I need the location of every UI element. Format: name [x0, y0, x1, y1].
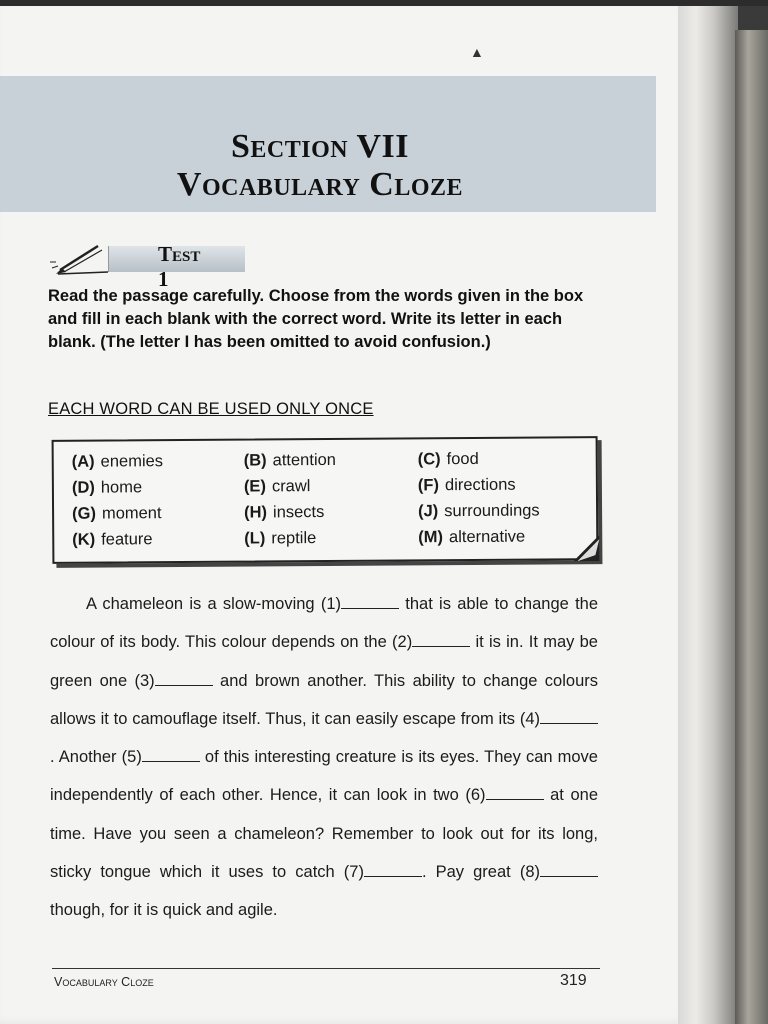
blank-7[interactable]	[364, 862, 422, 877]
word-letter: (L)	[244, 529, 266, 548]
word-bank-item	[418, 525, 592, 548]
word-text: directions	[444, 475, 516, 495]
footer-divider	[52, 968, 600, 969]
section-title-line1: Section VII	[231, 128, 409, 165]
word-letter: (H)	[244, 503, 268, 522]
blank-3[interactable]	[155, 671, 213, 686]
test-label: Test 1	[158, 242, 201, 291]
book-spine-edge	[735, 30, 768, 1024]
word-letter: (A)	[71, 452, 95, 471]
blank-4[interactable]	[540, 709, 598, 724]
word-text: alternative	[448, 527, 526, 547]
passage-text: though, for it is quick and agile.	[50, 901, 278, 920]
passage-text: that is able to change the colour of its body. This colour depends on the (2)	[50, 595, 599, 652]
word-bank-grid	[72, 447, 593, 551]
word-text: surroundings	[444, 501, 540, 521]
blank-1[interactable]	[341, 594, 399, 609]
word-letter: (J)	[418, 502, 439, 521]
word-text: enemies	[100, 452, 164, 471]
word-bank-item	[72, 476, 244, 499]
word-bank-item	[72, 528, 244, 551]
ink-mark-icon: ▲	[470, 44, 484, 60]
section-title	[0, 128, 640, 204]
word-bank-item	[72, 502, 244, 525]
word-letter: (G)	[72, 504, 96, 523]
word-letter: (B)	[243, 451, 267, 470]
passage-text: and brown another. This ability to change colours allows it to camouflage itself. Thus, it can easily escape from its (4)	[50, 671, 598, 728]
word-text: reptile	[271, 529, 317, 548]
passage-text: at one time. Have you seen a chameleon? Remember to look out for its long, sticky tongue which it uses to catch (7)	[50, 786, 598, 882]
test-tag	[48, 240, 201, 291]
word-letter: (D)	[71, 478, 95, 497]
word-text: moment	[101, 504, 162, 523]
word-bank-box	[52, 436, 599, 564]
passage-text: it is in. It may be green one (3)	[50, 633, 598, 690]
word-letter: (F)	[417, 476, 440, 495]
top-shadow	[0, 0, 768, 6]
page-edge	[678, 0, 738, 1024]
word-text: food	[446, 449, 479, 469]
blank-8[interactable]	[540, 862, 598, 877]
word-text: home	[100, 478, 143, 497]
passage-paragraph	[50, 585, 598, 930]
passage-text: . Another (5)	[50, 748, 142, 767]
blank-2[interactable]	[412, 632, 470, 647]
word-bank-item	[244, 526, 418, 549]
passage-text: of this interesting creature is its eyes. They can move independently of each other. Hence, it can look in two (6)	[50, 748, 598, 805]
word-bank-item	[244, 500, 418, 523]
word-text: crawl	[271, 477, 311, 496]
passage	[50, 585, 598, 930]
word-letter: (E)	[243, 477, 266, 496]
rule-heading: EACH WORD CAN BE USED ONLY ONCE	[48, 400, 374, 418]
word-bank-item	[418, 499, 592, 522]
passage-text: A chameleon is a slow-moving (1)	[86, 595, 342, 613]
footer-title: Vocabulary Cloze	[54, 975, 154, 989]
word-letter: (C)	[417, 450, 441, 469]
word-bank-item	[418, 473, 592, 496]
word-text: feature	[101, 530, 153, 549]
word-bank-item	[244, 474, 418, 497]
word-letter: (M)	[418, 528, 444, 547]
instructions: Read the passage carefully. Choose from the words given in the box and fill in each blank with the correct word. Write its letter in each blank. (The letter I has been omitted to avoid confusion.)	[48, 287, 584, 351]
pen-icon	[48, 240, 118, 276]
word-bank-item	[418, 447, 592, 470]
word-text: insects	[272, 503, 325, 522]
section-title-line2: Vocabulary Cloze	[176, 166, 464, 203]
word-letter: (K)	[72, 530, 96, 549]
blank-5[interactable]	[142, 747, 200, 762]
blank-6[interactable]	[486, 785, 544, 800]
page-number: 319	[560, 972, 587, 989]
page-curl-icon	[573, 535, 599, 561]
word-bank-item	[244, 448, 418, 471]
word-bank-item	[72, 450, 244, 473]
passage-text: . Pay great (8)	[421, 863, 540, 882]
word-text: attention	[272, 450, 337, 470]
